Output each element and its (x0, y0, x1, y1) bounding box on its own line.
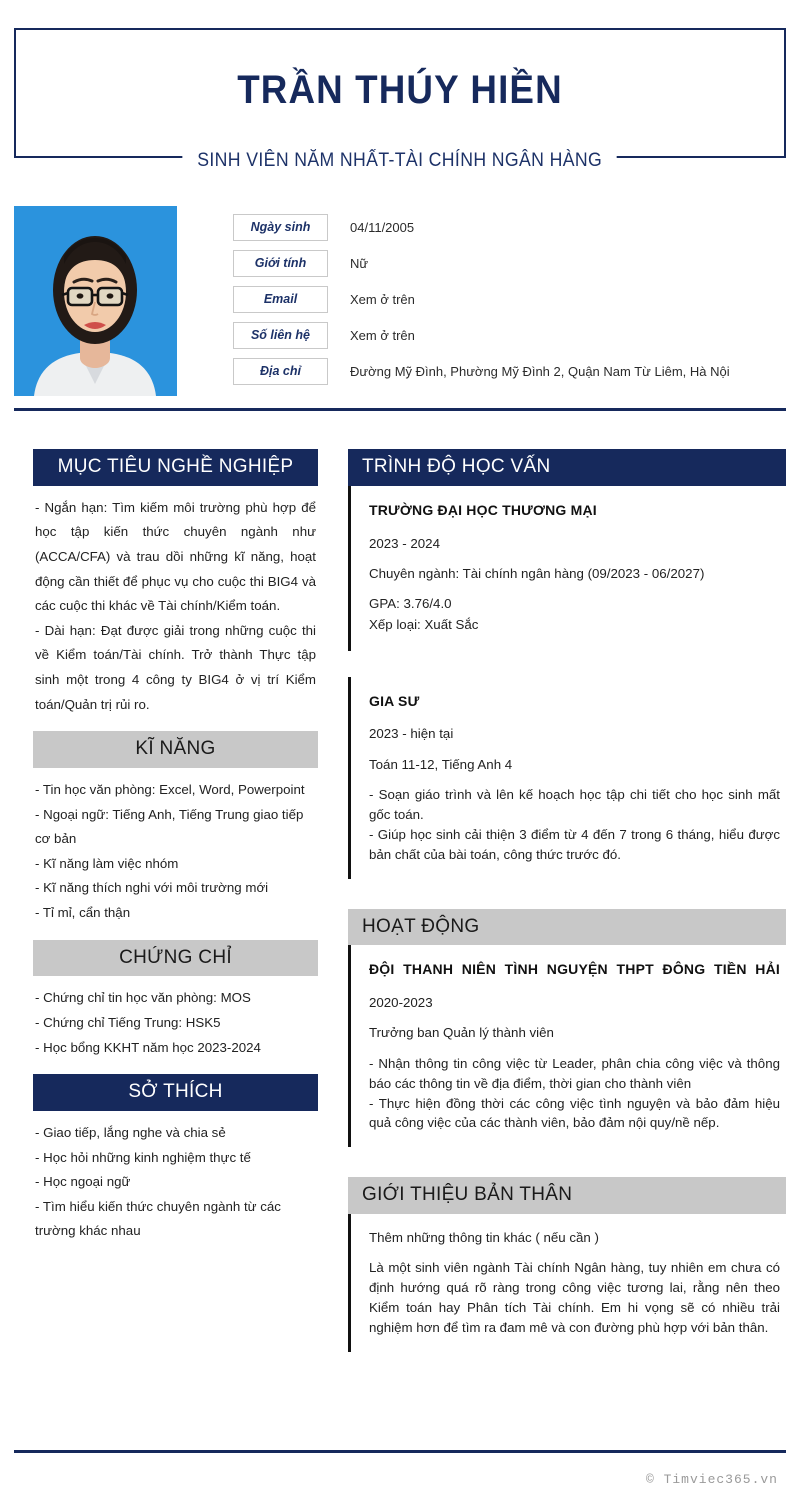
tutoring-entry (348, 677, 786, 879)
spacer (348, 651, 786, 677)
list-item: - Kĩ năng thích nghi với môi trường mới (35, 880, 269, 896)
list-item: - Giao tiếp, lắng nghe và chia sẻ (35, 1125, 226, 1141)
list-item: - Tin học văn phòng: Excel, Word, Powerpoint (35, 782, 305, 798)
list-item: - Tỉ mỉ, cẩn thận (35, 905, 131, 920)
info-value-dob: 04/11/2005 (350, 220, 415, 235)
activity-detail: - Thực hiện đồng thời các công việc tình nguyện và bảo đảm hiệu quả công việc của các thành viên, bảo đảm nội quy/nề nếp. (369, 1095, 780, 1131)
list-item: - Chứng chỉ tin học văn phòng: MOS (35, 990, 251, 1006)
education-grade: Xếp loại: Xuất Sắc (369, 617, 479, 633)
section-divider (14, 408, 786, 411)
certificates-body (33, 976, 318, 1060)
activity-period: 2020-2023 (369, 995, 433, 1011)
info-row (233, 210, 786, 245)
cv-body (14, 449, 786, 1352)
profile-details (177, 206, 786, 396)
spacer (348, 1147, 786, 1177)
section-header-about: GIỚI THIỆU BẢN THÂN (348, 1177, 786, 1214)
info-value-phone: Xem ở trên (350, 328, 415, 343)
education-period: 2023 - 2024 (369, 535, 440, 551)
info-label-gender: Giới tính (233, 250, 328, 278)
info-label-address: Địa chỉ (233, 358, 328, 386)
section-header-certificates: CHỨNG CHỈ (33, 940, 318, 977)
objective-paragraph: - Ngắn hạn: Tìm kiếm môi trường phù hợp để học tập kiến thức chuyên ngành như (ACCA/CFA) và trau dồi những kĩ năng, hoạt động cần thiết để phục vụ cho cuộc thi BIG4 và các cuộc thi khác về Tài chính/Kiểm toán. (35, 499, 316, 614)
list-item: - Chứng chỉ Tiếng Trung: HSK5 (35, 1015, 221, 1031)
profile-section (14, 206, 786, 396)
section-header-hobbies: SỞ THÍCH (33, 1074, 318, 1111)
hobbies-body (33, 1111, 318, 1244)
tutoring-title: GIA SƯ (369, 692, 420, 709)
info-value-address: Đường Mỹ Đình, Phường Mỹ Đình 2, Quận Nam Từ Liêm, Hà Nội (350, 364, 730, 379)
info-label-dob: Ngày sinh (233, 214, 328, 242)
education-entry (348, 486, 786, 651)
section-header-skills: KĨ NĂNG (33, 731, 318, 768)
footer-credit: © Timviec365.vn (645, 1472, 778, 1487)
education-major: Chuyên ngành: Tài chính ngân hàng (09/2023 - 06/2027) (369, 565, 705, 581)
info-row (233, 282, 786, 317)
spacer (33, 1060, 318, 1074)
footer-divider (14, 1450, 786, 1453)
list-item: - Học hỏi những kinh nghiệm thực tế (35, 1149, 251, 1165)
spacer (348, 879, 786, 909)
tutoring-period: 2023 - hiện tại (369, 726, 454, 742)
about-entry (348, 1214, 786, 1352)
objective-paragraph: - Dài hạn: Đạt được giải trong những cuộc thi về Kiểm toán/Tài chính. Trở thành Thực tập sinh một trong 4 công ty BIG4 ở vị trí Kiểm toán/Quản trị rủi ro. (35, 622, 316, 712)
activity-detail: - Nhận thông tin công việc từ Leader, phân chia công việc và thông báo các thông tin về địa điểm, thời gian cho thành viên (369, 1055, 780, 1091)
candidate-subtitle: SINH VIÊN NĂM NHẤT-TÀI CHÍNH NGÂN HÀNG (183, 150, 618, 172)
tutoring-detail: - Soạn giáo trình và lên kế hoạch học tập chi tiết cho học sinh mất gốc toán. (369, 786, 780, 822)
info-value-gender: Nữ (350, 256, 369, 271)
section-header-objective: MỤC TIÊU NGHỀ NGHIỆP (33, 449, 318, 486)
spacer (33, 717, 318, 731)
list-item: - Tìm hiểu kiến thức chuyên ngành từ các trường khác nhau (35, 1198, 281, 1239)
activity-role: Trưởng ban Quản lý thành viên (369, 1025, 554, 1041)
skills-body (33, 768, 318, 926)
list-item: - Học bổng KKHT năm học 2023-2024 (35, 1039, 261, 1055)
objective-body (33, 486, 318, 717)
section-header-education: TRÌNH ĐỘ HỌC VẤN (348, 449, 786, 486)
cv-header (14, 28, 786, 171)
section-header-activities: HOẠT ĐỘNG (348, 909, 786, 946)
candidate-name: TRẦN THÚY HIỀN (237, 68, 563, 112)
tutoring-detail: - Giúp học sinh cải thiện 3 điểm từ 4 đến 7 trong 6 tháng, hiểu được bản chất của bài toán, công thức trước đó. (369, 826, 780, 862)
info-row (233, 318, 786, 353)
education-gpa: GPA: 3.76/4.0 (369, 596, 452, 612)
about-text: Là một sinh viên ngành Tài chính Ngân hàng, tuy nhiên em chưa có định hướng quá rõ ràng trong công việc tương lai, rằng nên theo Kiểm toán hay Phân tích Tài chính. Em hi vọng sẽ có nhiều trải nghiệm hơn để tìm ra đam mê và con đường phù hợp với bản thân. (369, 1260, 780, 1336)
info-label-email: Email (233, 286, 328, 314)
left-column (33, 449, 318, 1352)
info-row (233, 246, 786, 281)
list-item: - Học ngoại ngữ (35, 1174, 131, 1190)
about-note: Thêm những thông tin khác ( nếu cần ) (369, 1230, 599, 1246)
tutoring-subjects: Toán 11-12, Tiếng Anh 4 (369, 756, 513, 772)
list-item: - Ngoại ngữ: Tiếng Anh, Tiếng Trung giao tiếp cơ bản (35, 806, 304, 847)
spacer (33, 926, 318, 940)
photo-column (14, 206, 177, 396)
info-label-phone: Số liên hệ (233, 322, 328, 350)
avatar (14, 206, 177, 396)
activity-org-name: ĐỘI THANH NIÊN TÌNH NGUYỆN THPT ĐÔNG TIỀN HẢI (369, 961, 780, 978)
education-school-name: TRƯỜNG ĐẠI HỌC THƯƠNG MẠI (369, 501, 597, 518)
activity-entry (348, 945, 786, 1147)
portrait-photo-icon (14, 206, 177, 396)
info-row (233, 354, 786, 389)
candidate-subtitle-wrap (14, 150, 786, 172)
list-item: - Kĩ năng làm việc nhóm (35, 855, 179, 871)
right-column (348, 449, 786, 1352)
info-value-email: Xem ở trên (350, 292, 415, 307)
